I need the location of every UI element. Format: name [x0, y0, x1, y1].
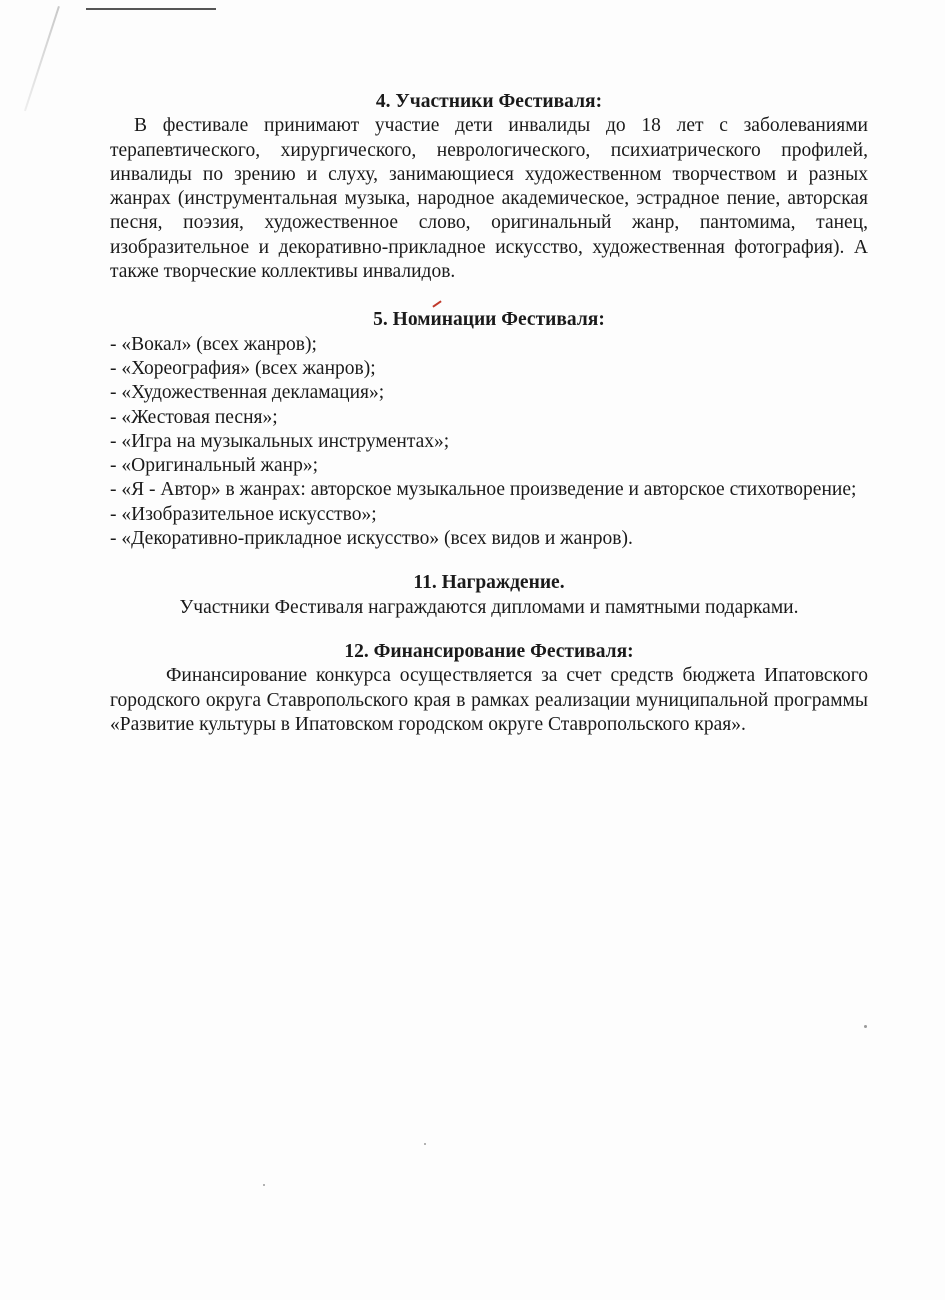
section-heading: 5. Номинации Фестиваля: — [373, 309, 605, 331]
scan-edge-top-line — [86, 8, 216, 10]
list-item: - «Хореография» (всех жанров); — [110, 357, 376, 379]
list-item: - «Игра на музыкальных инструментах»; — [110, 430, 450, 452]
list-item: - «Декоративно-прикладное искусство» (всех видов и жанров). — [110, 528, 633, 550]
list-item: - «Я - Автор» в жанрах: авторское музыкальное произведение и авторское стихотворение; — [110, 479, 857, 501]
scan-speck — [263, 1184, 265, 1186]
section-paragraph: Финансирование конкурса осуществляется за счет средств бюджета Ипатовского городского округа Ставропольского края в рамках реализации муниципальной программы «Развитие культуры в Ипатовском городском округе Ставропольского края». — [110, 665, 868, 735]
nominations-list — [110, 333, 868, 552]
section-paragraph: В фестивале принимают участие дети инвалиды до 18 лет с заболеваниями терапевтического, хирургического, неврологического, психиатрического профилей, инвалиды по зрению и слуху, занимающиеся художественном творчеством и разных жанрах (инструментальная музыка, народное академическое, эстрадное пение, авторская песня, поэзия, художественное слово, оригинальный жанр, пантомима, танец, изобразительное и декоративно-прикладное искусство, художественная фотография). А также творческие коллективы инвалидов. — [110, 115, 868, 283]
list-item: - «Оригинальный жанр»; — [110, 455, 319, 477]
section-participants — [110, 90, 868, 284]
section-paragraph: Участники Фестиваля награждаются дипломами и памятными подарками. — [179, 596, 799, 618]
scan-speck — [864, 1025, 867, 1028]
section-awards — [110, 571, 868, 620]
list-item: - «Изобразительное искусство»; — [110, 503, 377, 525]
section-heading: 12. Финансирование Фестиваля: — [344, 640, 634, 662]
scan-speck — [424, 1143, 426, 1145]
section-financing — [110, 640, 868, 737]
scan-edge-line — [24, 6, 60, 111]
section-heading: 11. Награждение. — [413, 572, 565, 594]
section-heading: 4. Участники Фестиваля: — [375, 91, 603, 112]
list-item: - «Художественная декламация»; — [110, 382, 385, 404]
list-item: - «Жестовая песня»; — [110, 406, 278, 428]
document-content — [110, 90, 868, 737]
section-nominations — [110, 308, 868, 551]
list-item: - «Вокал» (всех жанров); — [110, 333, 317, 355]
